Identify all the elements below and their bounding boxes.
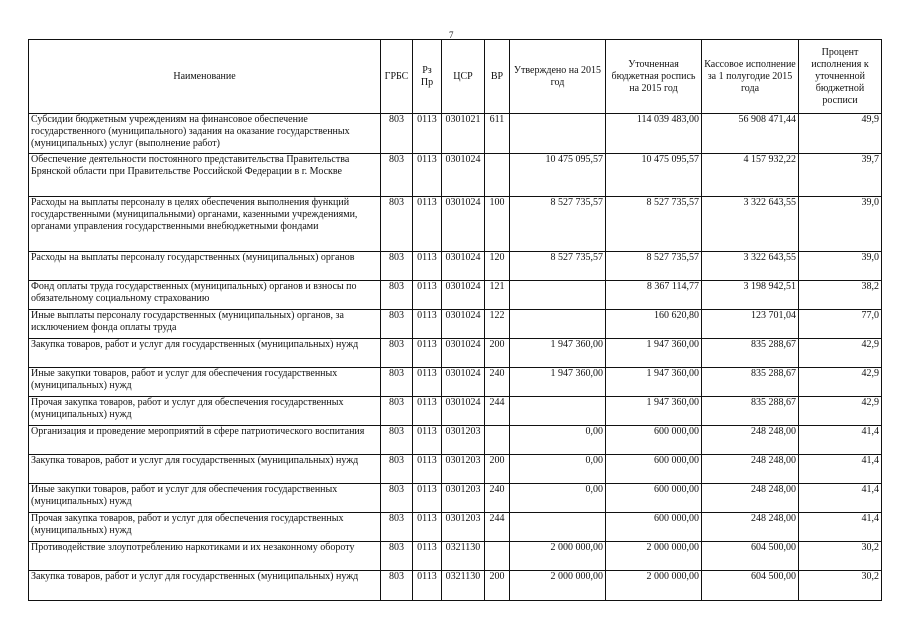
row-csr: 0301203 <box>442 426 485 455</box>
table-row <box>29 114 882 154</box>
row-csr: 0301024 <box>442 197 485 252</box>
row-cash: 3 322 643,55 <box>702 197 799 252</box>
row-approved: 8 527 735,57 <box>510 197 606 252</box>
row-vr: 240 <box>485 484 510 513</box>
row-approved <box>510 513 606 542</box>
row-percent: 41,4 <box>799 426 882 455</box>
row-name: Расходы на выплаты персоналу в целях обеспечения выполнения функций государственными (муниципальными) органами, казенными учреждениями, органами управления государственными внебюджетными фондами <box>29 197 381 252</box>
row-refined: 600 000,00 <box>606 513 702 542</box>
row-grbs: 803 <box>381 197 413 252</box>
row-name: Иные закупки товаров, работ и услуг для обеспечения государственных (муниципальных) нужд <box>29 368 381 397</box>
row-csr: 0301203 <box>442 455 485 484</box>
row-rzpr: 0113 <box>413 426 442 455</box>
row-approved: 10 475 095,57 <box>510 154 606 197</box>
row-csr: 0301203 <box>442 513 485 542</box>
row-vr: 244 <box>485 397 510 426</box>
row-name: Субсидии бюджетным учреждениям на финансовое обеспечение государственного (муниципального) задания на оказание государственных (муниципальных) услуг (выполнение работ) <box>29 114 381 154</box>
row-csr: 0301024 <box>442 252 485 281</box>
row-refined: 600 000,00 <box>606 484 702 513</box>
row-approved: 0,00 <box>510 455 606 484</box>
row-percent: 39,0 <box>799 197 882 252</box>
row-csr: 0301024 <box>442 281 485 310</box>
row-grbs: 803 <box>381 252 413 281</box>
row-rzpr: 0113 <box>413 281 442 310</box>
row-rzpr: 0113 <box>413 513 442 542</box>
row-refined: 2 000 000,00 <box>606 542 702 571</box>
row-percent: 41,4 <box>799 484 882 513</box>
row-percent: 30,2 <box>799 571 882 601</box>
row-percent: 30,2 <box>799 542 882 571</box>
row-name: Иные закупки товаров, работ и услуг для обеспечения государственных (муниципальных) нужд <box>29 484 381 513</box>
row-name: Закупка товаров, работ и услуг для государственных (муниципальных) нужд <box>29 339 381 368</box>
row-vr: 611 <box>485 114 510 154</box>
row-grbs: 803 <box>381 281 413 310</box>
header-rzpr: Рз Пр <box>413 40 442 114</box>
table-row <box>29 339 882 368</box>
row-vr: 200 <box>485 455 510 484</box>
row-refined: 10 475 095,57 <box>606 154 702 197</box>
row-refined: 8 367 114,77 <box>606 281 702 310</box>
row-csr: 0321130 <box>442 571 485 601</box>
table-row <box>29 513 882 542</box>
row-rzpr: 0113 <box>413 197 442 252</box>
row-percent: 49,9 <box>799 114 882 154</box>
table-row <box>29 368 882 397</box>
row-approved: 1 947 360,00 <box>510 368 606 397</box>
row-percent: 39,7 <box>799 154 882 197</box>
row-csr: 0301024 <box>442 397 485 426</box>
row-refined: 114 039 483,00 <box>606 114 702 154</box>
row-cash: 248 248,00 <box>702 513 799 542</box>
row-vr: 200 <box>485 571 510 601</box>
row-percent: 41,4 <box>799 513 882 542</box>
row-vr: 100 <box>485 197 510 252</box>
row-grbs: 803 <box>381 368 413 397</box>
row-approved <box>510 114 606 154</box>
row-cash: 123 701,04 <box>702 310 799 339</box>
row-name: Прочая закупка товаров, работ и услуг для обеспечения государственных (муниципальных) нужд <box>29 513 381 542</box>
row-cash: 604 500,00 <box>702 571 799 601</box>
row-approved: 8 527 735,57 <box>510 252 606 281</box>
row-percent: 42,9 <box>799 368 882 397</box>
row-vr <box>485 426 510 455</box>
row-vr: 240 <box>485 368 510 397</box>
row-name: Организация и проведение мероприятий в сфере патриотического воспитания <box>29 426 381 455</box>
row-grbs: 803 <box>381 154 413 197</box>
header-vr: ВР <box>485 40 510 114</box>
row-rzpr: 0113 <box>413 154 442 197</box>
row-refined: 600 000,00 <box>606 455 702 484</box>
budget-table <box>28 39 882 601</box>
header-approved: Утверждено на 2015 год <box>510 40 606 114</box>
row-percent: 38,2 <box>799 281 882 310</box>
header-grbs: ГРБС <box>381 40 413 114</box>
row-grbs: 803 <box>381 484 413 513</box>
row-refined: 2 000 000,00 <box>606 571 702 601</box>
table-row <box>29 426 882 455</box>
table-row <box>29 281 882 310</box>
row-rzpr: 0113 <box>413 114 442 154</box>
row-csr: 0321130 <box>442 542 485 571</box>
row-rzpr: 0113 <box>413 397 442 426</box>
row-name: Фонд оплаты труда государственных (муниципальных) органов и взносы по обязательному социальному страхованию <box>29 281 381 310</box>
row-csr: 0301203 <box>442 484 485 513</box>
row-refined: 8 527 735,57 <box>606 197 702 252</box>
row-cash: 56 908 471,44 <box>702 114 799 154</box>
row-refined: 1 947 360,00 <box>606 368 702 397</box>
row-csr: 0301024 <box>442 154 485 197</box>
row-cash: 835 288,67 <box>702 368 799 397</box>
row-approved: 2 000 000,00 <box>510 542 606 571</box>
row-cash: 3 322 643,55 <box>702 252 799 281</box>
row-rzpr: 0113 <box>413 542 442 571</box>
row-cash: 248 248,00 <box>702 426 799 455</box>
row-name: Обеспечение деятельности постоянного представительства Правительства Брянской области при Правительстве Российской Федерации в г. Москве <box>29 154 381 197</box>
table-row <box>29 310 882 339</box>
row-refined: 600 000,00 <box>606 426 702 455</box>
row-name: Расходы на выплаты персоналу государственных (муниципальных) органов <box>29 252 381 281</box>
row-name: Противодействие злоупотреблению наркотиками и их незаконному обороту <box>29 542 381 571</box>
row-cash: 835 288,67 <box>702 397 799 426</box>
row-refined: 160 620,80 <box>606 310 702 339</box>
row-approved: 0,00 <box>510 426 606 455</box>
row-rzpr: 0113 <box>413 339 442 368</box>
table-row <box>29 252 882 281</box>
row-approved: 2 000 000,00 <box>510 571 606 601</box>
table-row <box>29 542 882 571</box>
row-grbs: 803 <box>381 310 413 339</box>
row-csr: 0301024 <box>442 339 485 368</box>
row-csr: 0301024 <box>442 310 485 339</box>
row-csr: 0301021 <box>442 114 485 154</box>
row-percent: 39,0 <box>799 252 882 281</box>
table-row <box>29 571 882 601</box>
row-csr: 0301024 <box>442 368 485 397</box>
row-cash: 248 248,00 <box>702 455 799 484</box>
row-approved: 0,00 <box>510 484 606 513</box>
table-row <box>29 154 882 197</box>
row-grbs: 803 <box>381 542 413 571</box>
header-row <box>29 40 882 114</box>
row-approved <box>510 310 606 339</box>
header-csr: ЦСР <box>442 40 485 114</box>
table-row <box>29 397 882 426</box>
row-grbs: 803 <box>381 513 413 542</box>
row-vr <box>485 154 510 197</box>
row-grbs: 803 <box>381 571 413 601</box>
row-approved <box>510 397 606 426</box>
row-refined: 8 527 735,57 <box>606 252 702 281</box>
row-vr: 120 <box>485 252 510 281</box>
row-percent: 77,0 <box>799 310 882 339</box>
row-percent: 42,9 <box>799 339 882 368</box>
row-percent: 41,4 <box>799 455 882 484</box>
header-refined: Уточненная бюджетная роспись на 2015 год <box>606 40 702 114</box>
row-refined: 1 947 360,00 <box>606 397 702 426</box>
row-rzpr: 0113 <box>413 484 442 513</box>
row-cash: 835 288,67 <box>702 339 799 368</box>
row-name: Прочая закупка товаров, работ и услуг для обеспечения государственных (муниципальных) нужд <box>29 397 381 426</box>
row-vr <box>485 542 510 571</box>
page-number: 7 <box>449 30 454 40</box>
table-row <box>29 197 882 252</box>
row-vr: 122 <box>485 310 510 339</box>
header-percent: Процент исполнения к уточненной бюджетной росписи <box>799 40 882 114</box>
table-body <box>29 114 882 601</box>
row-cash: 4 157 932,22 <box>702 154 799 197</box>
row-grbs: 803 <box>381 397 413 426</box>
row-cash: 3 198 942,51 <box>702 281 799 310</box>
row-rzpr: 0113 <box>413 571 442 601</box>
row-grbs: 803 <box>381 339 413 368</box>
row-name: Закупка товаров, работ и услуг для государственных (муниципальных) нужд <box>29 455 381 484</box>
row-name: Иные выплаты персоналу государственных (муниципальных) органов, за исключением фонда оплаты труда <box>29 310 381 339</box>
row-cash: 248 248,00 <box>702 484 799 513</box>
row-grbs: 803 <box>381 114 413 154</box>
header-name: Наименование <box>29 40 381 114</box>
table-row <box>29 455 882 484</box>
row-rzpr: 0113 <box>413 310 442 339</box>
row-rzpr: 0113 <box>413 455 442 484</box>
row-approved: 1 947 360,00 <box>510 339 606 368</box>
row-grbs: 803 <box>381 426 413 455</box>
row-vr: 121 <box>485 281 510 310</box>
row-refined: 1 947 360,00 <box>606 339 702 368</box>
table-row <box>29 484 882 513</box>
row-percent: 42,9 <box>799 397 882 426</box>
header-cash: Кассовое исполнение за 1 полугодие 2015 года <box>702 40 799 114</box>
row-vr: 244 <box>485 513 510 542</box>
row-approved <box>510 281 606 310</box>
row-cash: 604 500,00 <box>702 542 799 571</box>
row-vr: 200 <box>485 339 510 368</box>
row-rzpr: 0113 <box>413 252 442 281</box>
row-rzpr: 0113 <box>413 368 442 397</box>
row-grbs: 803 <box>381 455 413 484</box>
row-name: Закупка товаров, работ и услуг для государственных (муниципальных) нужд <box>29 571 381 601</box>
